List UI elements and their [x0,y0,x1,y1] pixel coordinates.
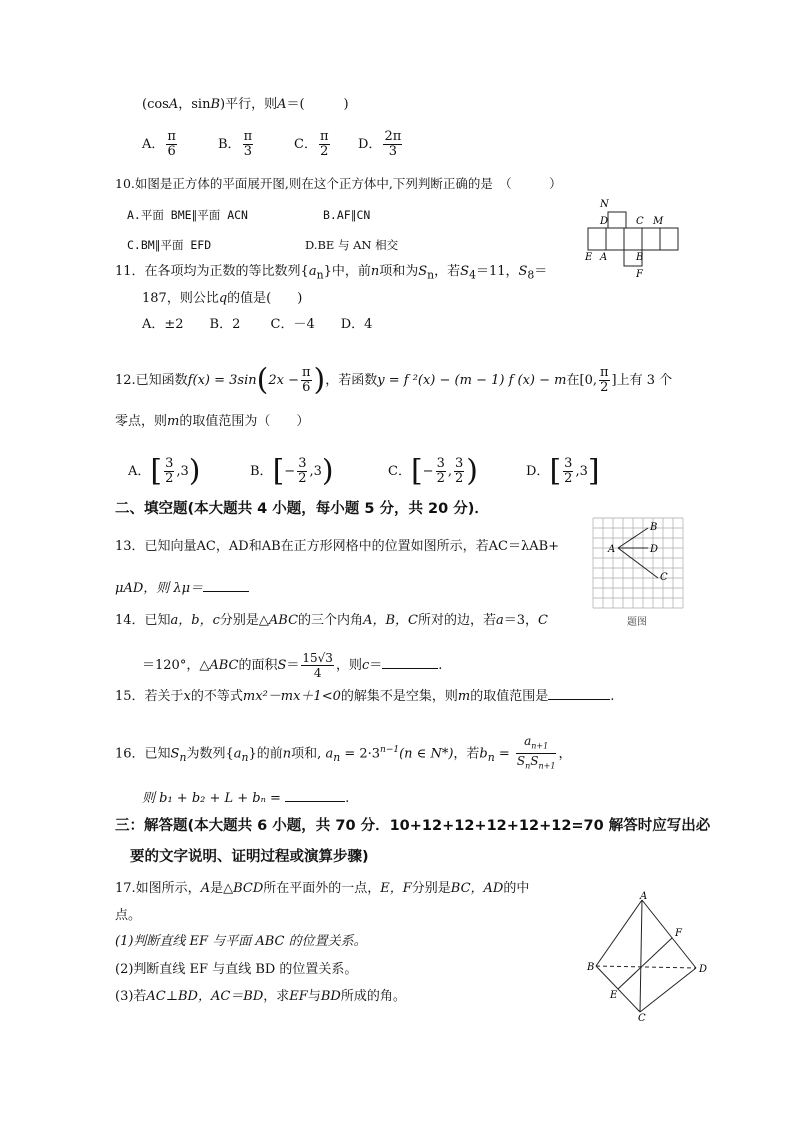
q12-option-d: D．[ $\frac{3}{2}$ ,3] [526,453,600,489]
q12-option-c: C．[− $\frac{3}{2}$ , $\frac{3}{2}$ ) [388,453,478,489]
grid-figure-caption: 题图 [627,617,647,628]
q10-option-c: C.BM∥平面 EFD [127,238,212,252]
q10-option-b: B.AF∥CN [323,208,371,222]
q10-stem: 10.如图是正方体的平面展开图,则在这个正方体中,下列判断正确的是 （ ） [115,176,562,191]
net-label-f: F [636,269,643,280]
tetra-label-c: C [638,1013,646,1022]
net-label-c: C [636,216,644,227]
q9-option-c: C． $\frac{\pi}{2}$ [294,129,329,159]
q15-answer-blank[interactable] [548,686,610,700]
section3-heading-line2: 要的文字说明、证明过程或演算步骤) [130,849,369,865]
q16-answer-blank[interactable] [285,788,345,802]
net-label-b: B [636,252,644,263]
vector-grid-figure [590,514,686,622]
q12-option-b: B．[− $\frac{3}{2}$ ,3) [250,453,334,489]
q14-answer-blank[interactable] [382,655,438,669]
grid-label-a: A [608,544,616,555]
grid-label-c: C [660,572,668,583]
tetra-label-d: D [699,964,708,975]
q10-option-a: A.平面 BME∥平面 ACN [127,208,248,222]
q13-line2: μAD，则 λμ＝ [115,578,249,598]
q11-line1: 11．在各项均为正数的等比数列$\{a_n\}$中，前n项和为$S_n$，若$S_4=11$，$S_8=$ [115,264,548,282]
tetra-label-a: A [640,891,648,902]
q16-line2: 则 b₁ + b₂ + L + bₙ = . [142,788,349,808]
section3-heading-line1: 三：解答题(本大题共 6 小题，共 70 分．10+12+12+12+12+12=70 解答时应写出必 [115,818,711,834]
q9-option-d: D． $\frac{2\pi}{3}$ [358,129,402,159]
tetrahedron-figure [584,890,714,1022]
q11-line2: 187，则公比q的值是( ) [142,291,303,306]
q10-option-d: D.BE 与 AN 相交 [305,238,399,252]
q16-line1: 16．已知$S_n$为数列$\{a_n\}$的前n项和, $a_n = 2\cdot 3^{n-1}(n$ ∈ N*)，若$b_n$ = $\frac{a_{n+1}}{S_nS_{n+1}}$ ， [115,734,572,771]
tetra-label-f: F [675,928,682,939]
q12-option-a: A．[ $\frac{3}{2}$ ,3) [128,453,201,489]
tetra-label-e: E [610,990,618,1001]
net-label-d: D [600,216,609,227]
q17-line1: 17.如图所示，A是△BCD所在平面外的一点，E，F分别是BC，AD的中 [115,881,530,896]
section2-heading: 二、填空题(本大题共 4 小题，每小题 5 分，共 20 分)． [115,501,489,517]
q14-line1: 14．已知a，b，c分别是△ABC的三个内角A，B，C所对的边，若a＝3，C [115,613,548,628]
net-label-e: E [585,252,593,263]
q17-part3: (3)若AC⊥BD，AC＝BD，求EF与BD所成的角。 [115,989,406,1004]
q17-part2: (2)判断直线 EF 与直线 BD 的位置关系。 [115,962,358,977]
cube-net-figure [578,194,688,280]
q9-option-b: B． $\frac{\pi}{3}$ [218,129,253,159]
q17-line2: 点。 [115,908,142,923]
q15-line: 15．若关于x的不等式mx²－mx＋1<0的解集不是空集，则m的取值范围是 . [115,686,614,706]
grid-label-d: D [650,544,659,555]
grid-label-b: B [650,522,658,533]
q12-line2: 零点，则m的取值范围为（ ） [115,414,310,429]
q11-options: A．±2 B．2 C．－4 D．4 [142,317,373,332]
q9-option-a: A． $\frac{\pi}{6}$ [142,129,176,159]
q17-part1: (1)判断直线 EF 与平面 ABC 的位置关系。 [115,934,367,949]
q9-continuation: (cosA，sinB)平行，则A＝( ) [142,97,349,112]
tetra-label-b: B [587,962,595,973]
net-label-m: M [653,216,664,227]
net-label-a: A [600,252,608,263]
q12-line1: 12.已知函数f(x) = 3sin(2x − $\frac{\pi}{6}$ )，若函数y = f ²(x) − (m − 1) f (x) − m在[0, $\frac{\pi}{2}$ ]上有 3 个 [115,362,673,398]
net-label-n: N [600,199,609,210]
q14-line2: ＝120°，△ABC的面积S＝ $\frac{15√3}{4}$ ，则c＝ . [142,651,443,680]
q13-answer-blank[interactable] [203,578,249,592]
q13-line1: 13．已知向量AC，AD和AB在正方形网格中的位置如图所示，若AC＝λAB+ [115,539,560,554]
